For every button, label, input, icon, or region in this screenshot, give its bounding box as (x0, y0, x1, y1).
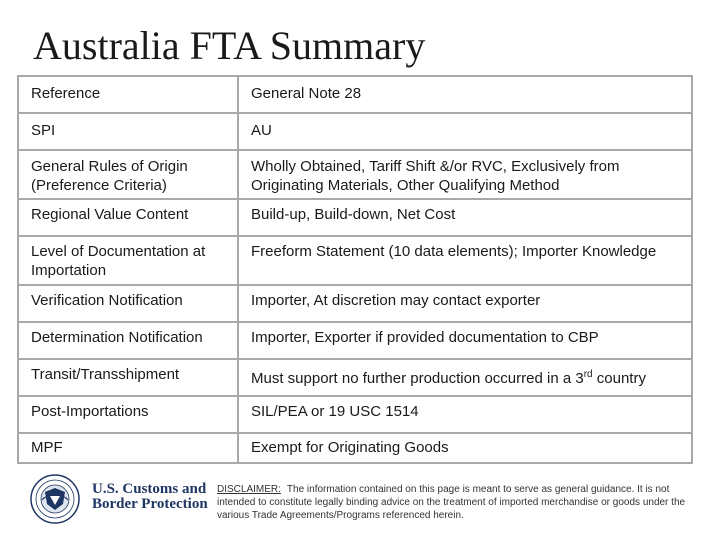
dhs-seal-icon (30, 474, 80, 524)
row-label: SPI (18, 113, 238, 150)
row-value: Importer, At discretion may contact exporter (238, 285, 692, 322)
row-value: Exempt for Originating Goods (238, 433, 692, 463)
table-row (18, 322, 692, 359)
table-row (18, 433, 692, 463)
table-row (18, 113, 692, 150)
row-label: MPF (18, 433, 238, 463)
row-value: Freeform Statement (10 data elements); Importer Knowledge (238, 236, 692, 285)
row-label: Determination Notification (18, 322, 238, 359)
table-row (18, 150, 692, 199)
disclaimer-text: The information contained on this page is meant to serve as general guidance. It is not intended to constitute legally binding advice on the treatment of imported merchandise or goods under the various Trade Agreements/Programs referenced herein. (217, 484, 686, 521)
row-label: Level of Documentation at Importation (18, 236, 238, 285)
row-label: Post-Importations (18, 396, 238, 433)
table-row (18, 76, 692, 113)
row-value: AU (238, 113, 692, 150)
fta-summary-table (17, 75, 693, 464)
table-row (18, 199, 692, 236)
table-row (18, 285, 692, 322)
row-label: Reference (18, 76, 238, 113)
row-value: General Note 28 (238, 76, 692, 113)
row-label: Regional Value Content (18, 199, 238, 236)
agency-name: U.S. Customs and Border Protection (92, 481, 208, 512)
row-value: Wholly Obtained, Tariff Shift &/or RVC, Exclusively from Originating Materials, Other Qualifying Method (238, 150, 692, 199)
disclaimer-label: DISCLAIMER: (217, 484, 281, 495)
row-value: Must support no further production occurred in a 3rd country (238, 359, 692, 396)
row-label: Transit/Transshipment (18, 359, 238, 396)
page-title: Australia FTA Summary (33, 23, 426, 68)
cbp-logo (30, 474, 210, 524)
row-label: General Rules of Origin (Preference Criteria) (18, 150, 238, 199)
disclaimer (217, 483, 703, 522)
row-value: Importer, Exporter if provided documentation to CBP (238, 322, 692, 359)
row-value: SIL/PEA or 19 USC 1514 (238, 396, 692, 433)
table-row (18, 236, 692, 285)
table-row (18, 396, 692, 433)
row-label: Verification Notification (18, 285, 238, 322)
table-row (18, 359, 692, 396)
row-value: Build-up, Build-down, Net Cost (238, 199, 692, 236)
